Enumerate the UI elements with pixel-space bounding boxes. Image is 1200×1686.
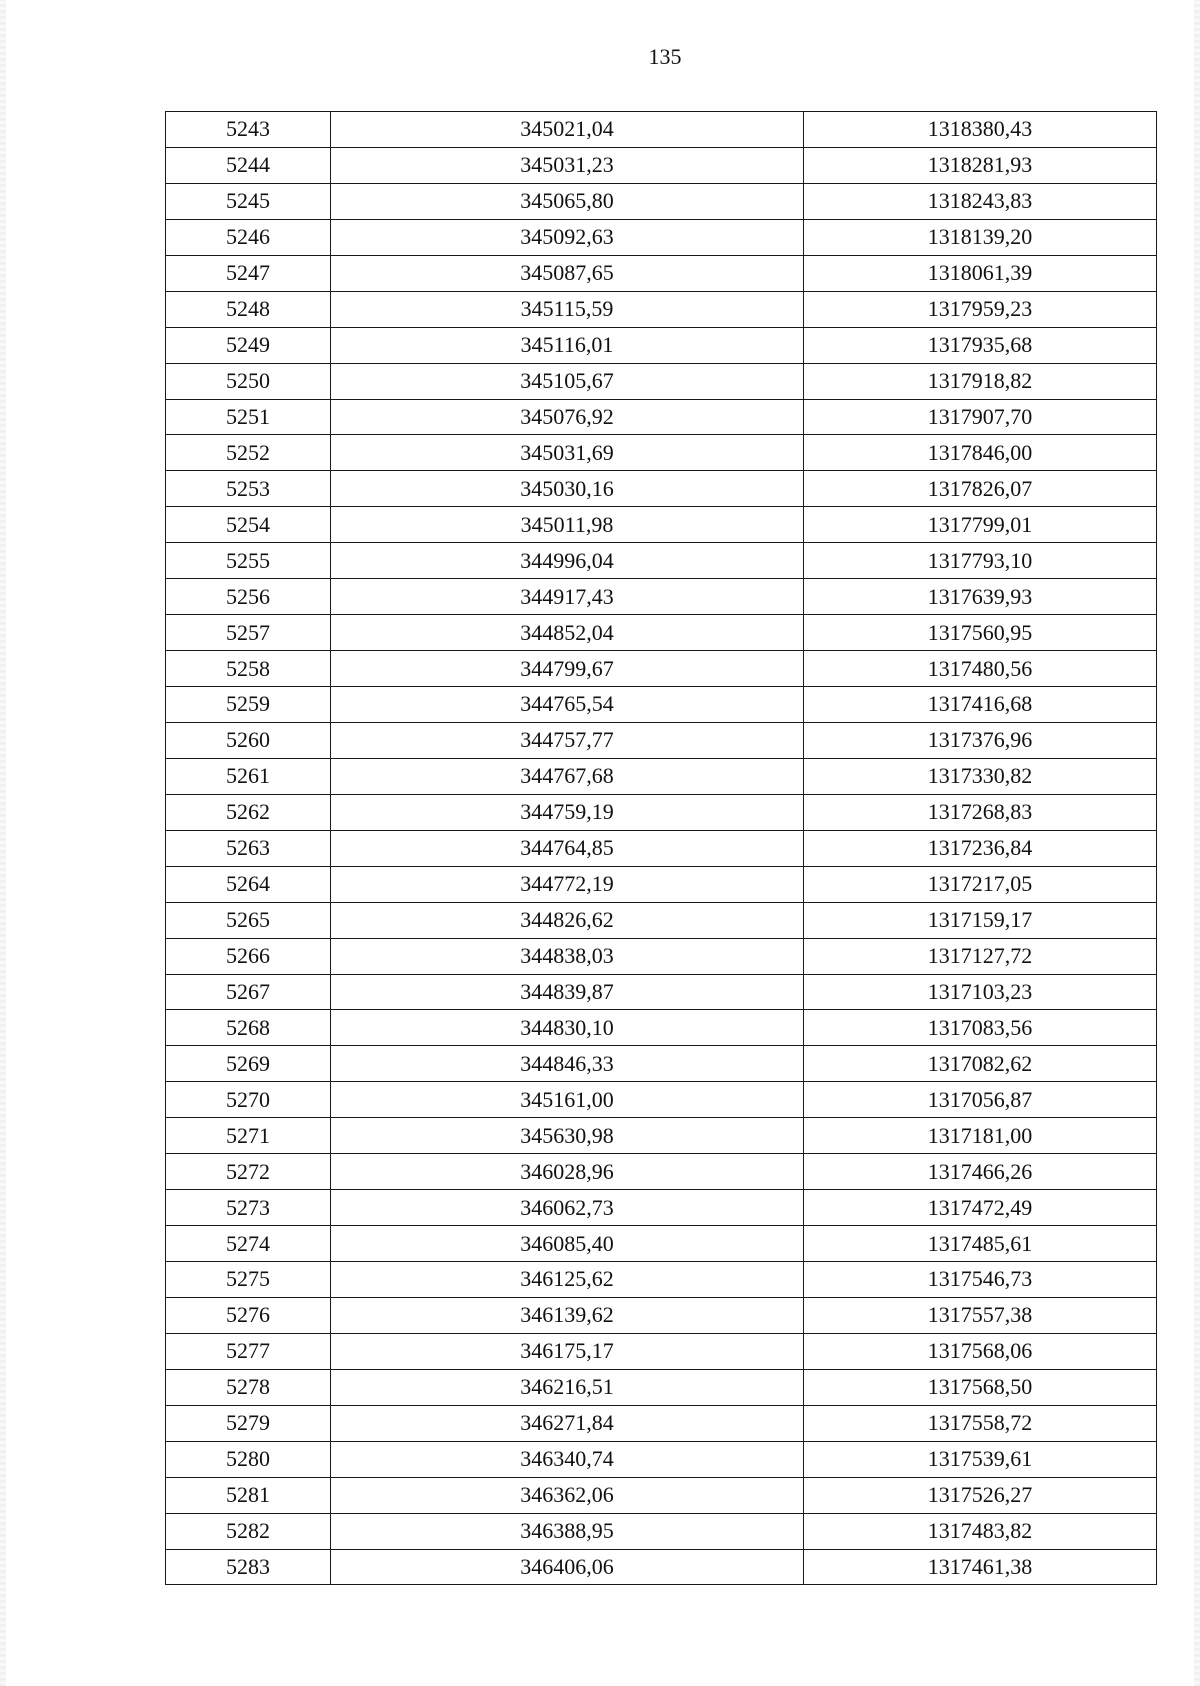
y-coordinate-cell: 1317639,93 [804,579,1157,615]
y-coordinate-cell: 1317846,00 [804,435,1157,471]
point-number-cell: 5260 [166,722,331,758]
y-coordinate-cell: 1317557,38 [804,1297,1157,1333]
table-row [166,1441,1157,1477]
table-row [166,722,1157,758]
x-coordinate-cell: 344757,77 [331,722,804,758]
point-number-cell: 5256 [166,579,331,615]
table-row [166,291,1157,327]
y-coordinate-cell: 1317546,73 [804,1262,1157,1298]
table-row [166,183,1157,219]
point-number-cell: 5257 [166,615,331,651]
table-row [166,1513,1157,1549]
x-coordinate-cell: 344852,04 [331,615,804,651]
point-number-cell: 5252 [166,435,331,471]
x-coordinate-cell: 344799,67 [331,651,804,687]
table-row [166,830,1157,866]
y-coordinate-cell: 1317907,70 [804,399,1157,435]
point-number-cell: 5251 [166,399,331,435]
y-coordinate-cell: 1317181,00 [804,1118,1157,1154]
y-coordinate-cell: 1317935,68 [804,327,1157,363]
table-row [166,147,1157,183]
table-row [166,1549,1157,1585]
table-row [166,507,1157,543]
table-row [166,399,1157,435]
table-row [166,615,1157,651]
table-row [166,866,1157,902]
table-row [166,1046,1157,1082]
x-coordinate-cell: 344846,33 [331,1046,804,1082]
x-coordinate-cell: 344830,10 [331,1010,804,1046]
point-number-cell: 5259 [166,687,331,723]
x-coordinate-cell: 345031,23 [331,147,804,183]
y-coordinate-cell: 1317826,07 [804,471,1157,507]
point-number-cell: 5281 [166,1477,331,1513]
y-coordinate-cell: 1318380,43 [804,112,1157,148]
point-number-cell: 5272 [166,1154,331,1190]
point-number-cell: 5283 [166,1549,331,1585]
table-row [166,1118,1157,1154]
table-row [166,219,1157,255]
x-coordinate-cell: 345630,98 [331,1118,804,1154]
x-coordinate-cell: 346271,84 [331,1405,804,1441]
x-coordinate-cell: 344996,04 [331,543,804,579]
y-coordinate-cell: 1318243,83 [804,183,1157,219]
table-row [166,1010,1157,1046]
point-number-cell: 5254 [166,507,331,543]
x-coordinate-cell: 346028,96 [331,1154,804,1190]
point-number-cell: 5243 [166,112,331,148]
x-coordinate-cell: 345011,98 [331,507,804,543]
point-number-cell: 5265 [166,902,331,938]
point-number-cell: 5270 [166,1082,331,1118]
point-number-cell: 5247 [166,255,331,291]
x-coordinate-cell: 344838,03 [331,938,804,974]
y-coordinate-cell: 1317558,72 [804,1405,1157,1441]
table-row [166,543,1157,579]
point-number-cell: 5282 [166,1513,331,1549]
coordinates-table-body [166,112,1157,1585]
y-coordinate-cell: 1317461,38 [804,1549,1157,1585]
y-coordinate-cell: 1317560,95 [804,615,1157,651]
x-coordinate-cell: 345031,69 [331,435,804,471]
y-coordinate-cell: 1317526,27 [804,1477,1157,1513]
point-number-cell: 5264 [166,866,331,902]
y-coordinate-cell: 1318281,93 [804,147,1157,183]
y-coordinate-cell: 1317217,05 [804,866,1157,902]
y-coordinate-cell: 1317416,68 [804,687,1157,723]
point-number-cell: 5244 [166,147,331,183]
point-number-cell: 5245 [166,183,331,219]
y-coordinate-cell: 1317159,17 [804,902,1157,938]
y-coordinate-cell: 1317236,84 [804,830,1157,866]
point-number-cell: 5276 [166,1297,331,1333]
x-coordinate-cell: 346216,51 [331,1369,804,1405]
x-coordinate-cell: 345087,65 [331,255,804,291]
x-coordinate-cell: 345076,92 [331,399,804,435]
y-coordinate-cell: 1317480,56 [804,651,1157,687]
x-coordinate-cell: 346406,06 [331,1549,804,1585]
point-number-cell: 5279 [166,1405,331,1441]
table-row [166,1333,1157,1369]
point-number-cell: 5275 [166,1262,331,1298]
point-number-cell: 5262 [166,794,331,830]
point-number-cell: 5246 [166,219,331,255]
y-coordinate-cell: 1317376,96 [804,722,1157,758]
table-row [166,1297,1157,1333]
x-coordinate-cell: 346125,62 [331,1262,804,1298]
x-coordinate-cell: 344826,62 [331,902,804,938]
x-coordinate-cell: 345115,59 [331,291,804,327]
y-coordinate-cell: 1317082,62 [804,1046,1157,1082]
point-number-cell: 5274 [166,1226,331,1262]
x-coordinate-cell: 345116,01 [331,327,804,363]
table-row [166,1262,1157,1298]
y-coordinate-cell: 1317799,01 [804,507,1157,543]
point-number-cell: 5255 [166,543,331,579]
y-coordinate-cell: 1317485,61 [804,1226,1157,1262]
table-row [166,112,1157,148]
x-coordinate-cell: 344759,19 [331,794,804,830]
table-row [166,435,1157,471]
y-coordinate-cell: 1317918,82 [804,363,1157,399]
table-row [166,327,1157,363]
y-coordinate-cell: 1317568,50 [804,1369,1157,1405]
x-coordinate-cell: 345092,63 [331,219,804,255]
table-row [166,1226,1157,1262]
table-row [166,579,1157,615]
y-coordinate-cell: 1317539,61 [804,1441,1157,1477]
point-number-cell: 5258 [166,651,331,687]
table-row [166,794,1157,830]
point-number-cell: 5250 [166,363,331,399]
y-coordinate-cell: 1318139,20 [804,219,1157,255]
x-coordinate-cell: 346062,73 [331,1190,804,1226]
table-row [166,938,1157,974]
table-row [166,687,1157,723]
table-row [166,363,1157,399]
point-number-cell: 5280 [166,1441,331,1477]
x-coordinate-cell: 346362,06 [331,1477,804,1513]
y-coordinate-cell: 1317466,26 [804,1154,1157,1190]
point-number-cell: 5263 [166,830,331,866]
y-coordinate-cell: 1317127,72 [804,938,1157,974]
x-coordinate-cell: 346175,17 [331,1333,804,1369]
x-coordinate-cell: 346085,40 [331,1226,804,1262]
point-number-cell: 5268 [166,1010,331,1046]
table-row [166,651,1157,687]
table-row [166,1190,1157,1226]
point-number-cell: 5277 [166,1333,331,1369]
y-coordinate-cell: 1317472,49 [804,1190,1157,1226]
table-row [166,902,1157,938]
x-coordinate-cell: 345030,16 [331,471,804,507]
table-row [166,1369,1157,1405]
table-row [166,255,1157,291]
y-coordinate-cell: 1317959,23 [804,291,1157,327]
point-number-cell: 5266 [166,938,331,974]
x-coordinate-cell: 346139,62 [331,1297,804,1333]
point-number-cell: 5249 [166,327,331,363]
y-coordinate-cell: 1317483,82 [804,1513,1157,1549]
scan-edge-right [1194,0,1200,1686]
point-number-cell: 5248 [166,291,331,327]
table-row [166,1082,1157,1118]
point-number-cell: 5267 [166,974,331,1010]
table-row [166,1154,1157,1190]
x-coordinate-cell: 344765,54 [331,687,804,723]
point-number-cell: 5253 [166,471,331,507]
x-coordinate-cell: 345105,67 [331,363,804,399]
x-coordinate-cell: 346340,74 [331,1441,804,1477]
y-coordinate-cell: 1317568,06 [804,1333,1157,1369]
scan-edge-left [0,0,6,1686]
x-coordinate-cell: 345065,80 [331,183,804,219]
table-row [166,1477,1157,1513]
point-number-cell: 5261 [166,758,331,794]
point-number-cell: 5278 [166,1369,331,1405]
point-number-cell: 5271 [166,1118,331,1154]
y-coordinate-cell: 1317103,23 [804,974,1157,1010]
x-coordinate-cell: 346388,95 [331,1513,804,1549]
y-coordinate-cell: 1317268,83 [804,794,1157,830]
point-number-cell: 5273 [166,1190,331,1226]
x-coordinate-cell: 345021,04 [331,112,804,148]
y-coordinate-cell: 1317330,82 [804,758,1157,794]
point-number-cell: 5269 [166,1046,331,1082]
x-coordinate-cell: 344767,68 [331,758,804,794]
y-coordinate-cell: 1317083,56 [804,1010,1157,1046]
table-row [166,758,1157,794]
table-row [166,1405,1157,1441]
x-coordinate-cell: 344917,43 [331,579,804,615]
x-coordinate-cell: 345161,00 [331,1082,804,1118]
x-coordinate-cell: 344764,85 [331,830,804,866]
page-number: 135 [648,44,682,69]
table-row [166,974,1157,1010]
y-coordinate-cell: 1317056,87 [804,1082,1157,1118]
x-coordinate-cell: 344839,87 [331,974,804,1010]
y-coordinate-cell: 1318061,39 [804,255,1157,291]
coordinates-table [165,111,1157,1585]
x-coordinate-cell: 344772,19 [331,866,804,902]
y-coordinate-cell: 1317793,10 [804,543,1157,579]
table-row [166,471,1157,507]
